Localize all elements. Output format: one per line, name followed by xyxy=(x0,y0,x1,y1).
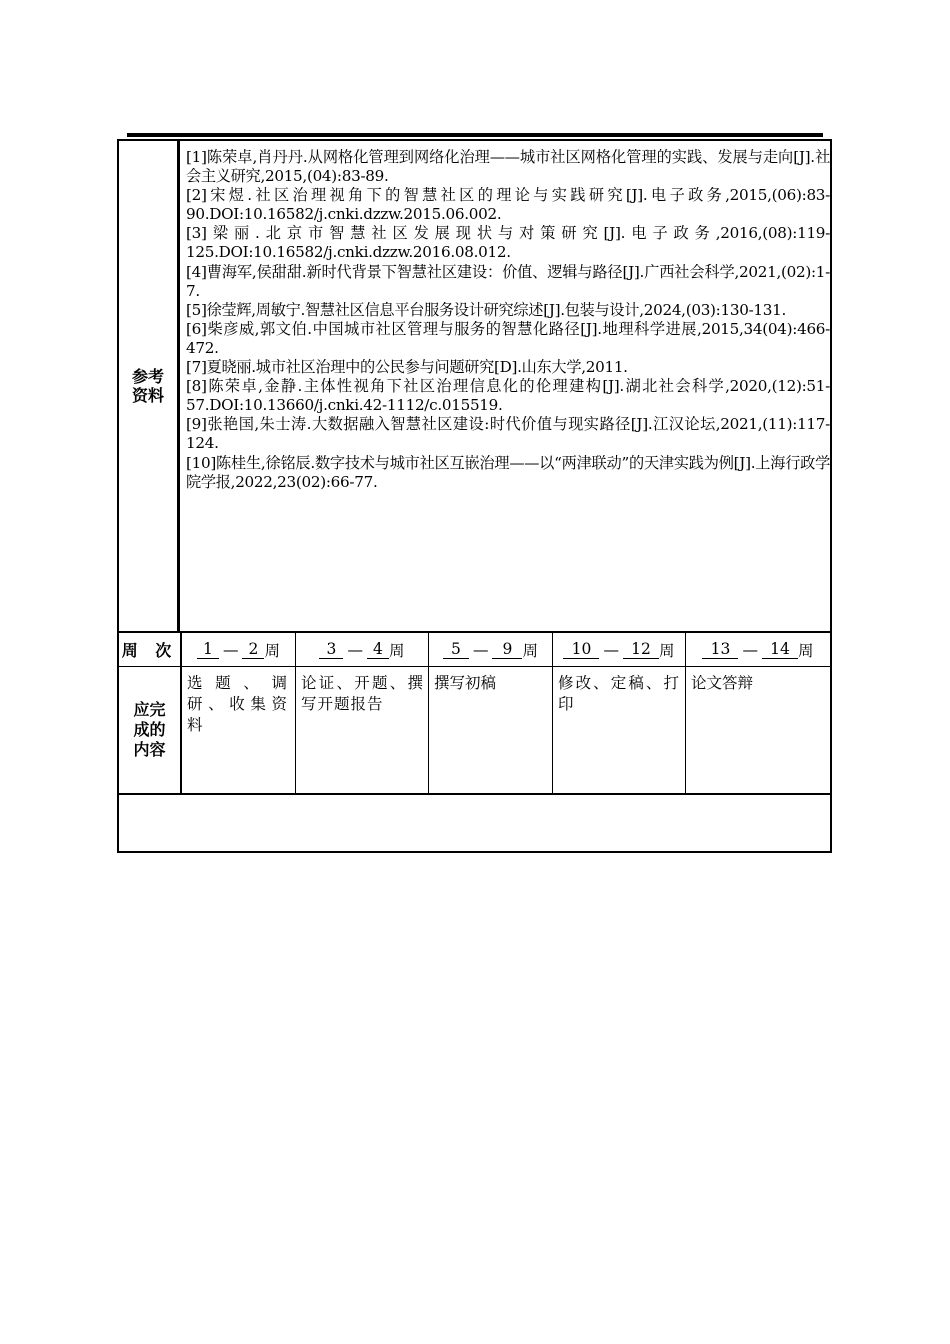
week-dash: — xyxy=(472,640,489,659)
task-label xyxy=(119,667,182,793)
task-cell-5: 论文答辩 xyxy=(691,674,754,692)
week-start: 1 xyxy=(197,641,219,659)
reference-item: [4]曹海军,侯甜甜.新时代背景下智慧社区建设：价值、逻辑与路径[J].广西社会科学,2021,(02):1-7. xyxy=(186,262,830,300)
week-label: 周 次 xyxy=(119,633,182,666)
task-content-row xyxy=(119,667,830,795)
week-end: 2 xyxy=(242,641,264,659)
week-dash: — xyxy=(603,640,619,659)
top-border-bar xyxy=(127,133,823,137)
reference-item: [8]陈荣卓,金静.主体性视角下社区治理信息化的伦理建构[J].湖北社会科学,2020,(12):51-57.DOI:10.13660/j.cnki.42-1112/c.015519. xyxy=(186,377,830,415)
week-schedule-row xyxy=(119,633,830,667)
references-label xyxy=(119,141,180,631)
reference-item: [2]宋煜.社区治理视角下的智慧社区的理论与实践研究[J].电子政务,2015,(06):83-90.DOI:10.16582/j.cnki.dzzw.2015.06.002. xyxy=(186,186,830,224)
reference-item: [9]张艳国,朱士涛.大数据融入智慧社区建设:时代价值与现实路径[J].江汉论坛,2021,(11):117-124. xyxy=(186,415,830,453)
week-period-3 xyxy=(429,633,553,666)
references-label-text: 参考资料 xyxy=(131,367,164,405)
reference-item: [7]夏晓丽.城市社区治理中的公民参与问题研究[D].山东大学,2011. xyxy=(186,358,628,377)
reference-item: [6]柴彦威,郭文伯.中国城市社区管理与服务的智慧化路径[J].地理科学进展,2015,34(04):466-472. xyxy=(186,319,830,357)
reference-item: [3]梁丽.北京市智慧社区发展现状与对策研究[J].电子政务,2016,(08):119-125.DOI:10.16582/j.cnki.dzzw.2016.08.012. xyxy=(186,224,830,262)
task-cell-2: 论证、开题、撰写开题报告 xyxy=(296,667,429,793)
week-period-1 xyxy=(182,633,296,666)
empty-notes-row xyxy=(119,795,830,851)
week-period-2 xyxy=(296,633,429,666)
week-unit: 周 xyxy=(388,641,405,660)
week-end: 12 xyxy=(623,641,659,659)
week-period-4 xyxy=(553,633,686,666)
week-dash: — xyxy=(347,640,363,659)
week-end: 14 xyxy=(762,641,798,659)
task-cell-1: 选题、调研、收集资料 xyxy=(182,667,296,793)
references-row xyxy=(119,141,830,633)
task-label-text: 应完成的内容 xyxy=(133,700,166,759)
week-unit: 周 xyxy=(797,641,814,660)
week-unit: 周 xyxy=(522,641,538,660)
week-start: 5 xyxy=(443,641,469,659)
references-list xyxy=(186,148,830,492)
reference-item: [10]陈桂生,徐铭辰.数字技术与城市社区互嵌治理——以“两津联动”的天津实践为例[J].上海行政学院学报,2022,23(02):66-77. xyxy=(186,453,830,491)
week-unit: 周 xyxy=(264,641,280,660)
reference-item: [5]徐莹辉,周敏宁.智慧社区信息平台服务设计研究综述[J].包装与设计,2024,(03):130-131. xyxy=(186,300,787,319)
reference-item: [1]陈荣卓,肖丹丹.从网格化管理到网络化治理——城市社区网格化管理的实践、发展与走向[J].社会主义研究,2015,(04):83-89. xyxy=(186,148,830,186)
week-unit: 周 xyxy=(658,641,675,660)
week-dash: — xyxy=(742,640,758,659)
thesis-plan-table xyxy=(117,139,832,853)
week-start: 13 xyxy=(702,641,738,659)
task-cell-3: 撰写初稿 xyxy=(429,667,553,793)
week-start: 10 xyxy=(563,641,599,659)
week-end: 9 xyxy=(492,641,522,659)
week-end: 4 xyxy=(367,641,389,659)
week-period-5 xyxy=(686,633,830,666)
week-start: 3 xyxy=(319,641,343,659)
week-dash: — xyxy=(222,640,239,659)
task-cell-4: 修改、定稿、打印 xyxy=(553,667,686,793)
